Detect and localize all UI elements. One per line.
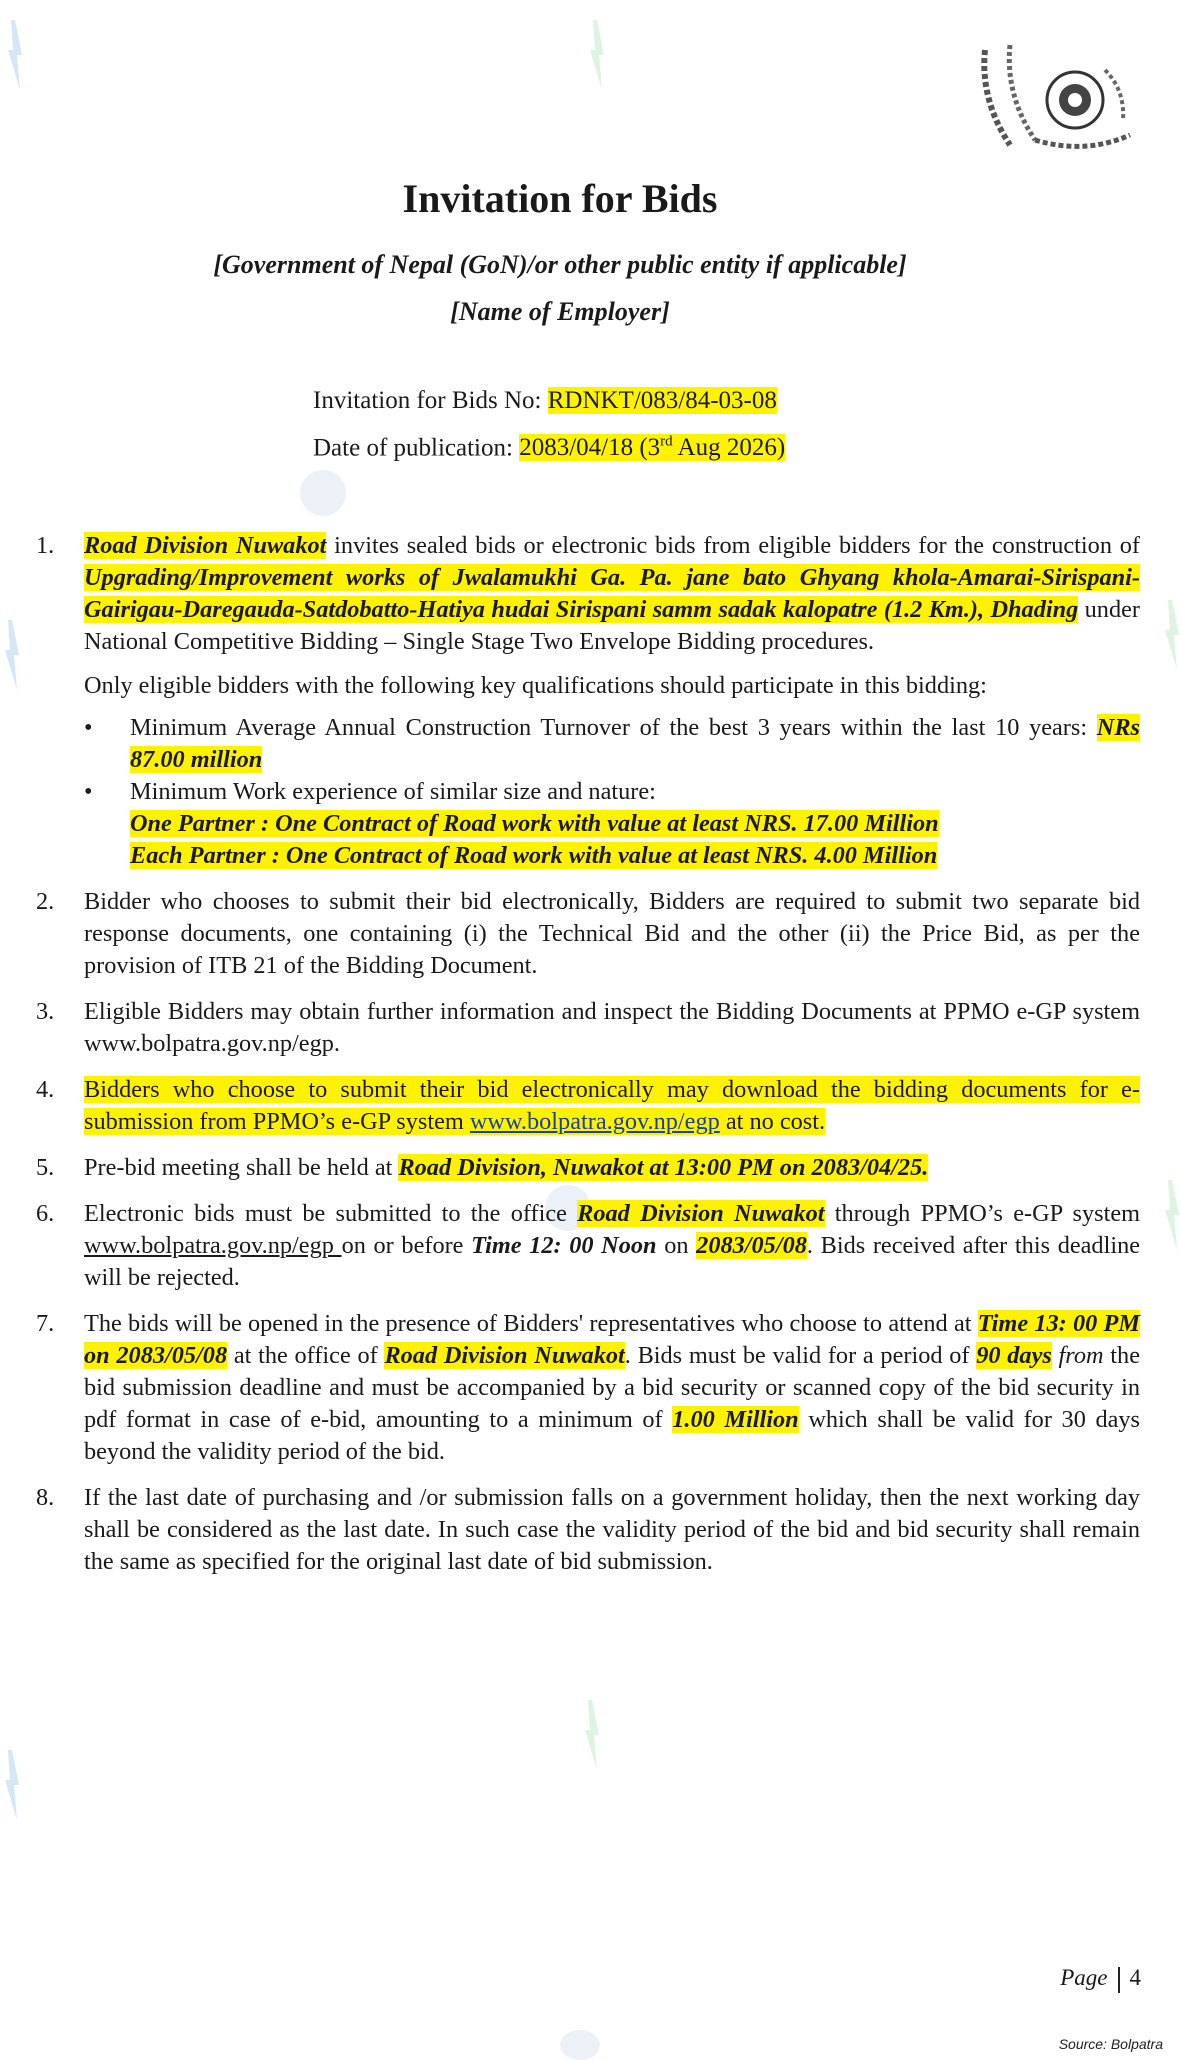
clause-number: 3. xyxy=(36,998,55,1025)
clause-number: 2. xyxy=(36,888,55,915)
bid-clauses xyxy=(32,530,1140,1592)
clause-6: 6. Electronic bids must be submitted to the office Road Division Nuwakot through PPMO’s e-GP system www.bolpatra.gov.np/egp on or before Time 12: 00 Noon on 2083/05/08. Bids received after this deadline will be rejected. xyxy=(36,1200,1141,1291)
watermark-arrow-icon xyxy=(585,1700,599,1770)
official-stamp-icon xyxy=(965,30,1140,155)
page-title: Invitation for Bids xyxy=(402,176,718,221)
clause-number: 8. xyxy=(36,1484,55,1511)
clause-4: 4. Bidders who choose to submit their bid electronically may download the bidding documents for e-submission from PPMO’s e-GP system www.bolpatra.gov.np/egp at no cost. xyxy=(36,1076,1140,1135)
bid-security-amount: 1.00 Million xyxy=(672,1406,799,1433)
clause-number: 1. xyxy=(36,532,55,559)
opening-time: Time 13: 00 PM on 2083/05/08 xyxy=(84,1310,1140,1369)
clause-text: Bidder who chooses to submit their bid electronically, Bidders are required to submit two separate bid response documents, one containing (i) the Technical Bid and the other (ii) the Price Bid, as per the provision of ITB 21 of the Bidding Document. xyxy=(84,888,1140,979)
watermark-arrow-icon xyxy=(5,620,19,690)
employer-placeholder-line2: [Name of Employer] xyxy=(450,297,670,326)
opening-office: Road Division Nuwakot xyxy=(384,1342,625,1369)
ifb-number-label: Invitation for Bids No: xyxy=(313,387,548,414)
source-caption: Source: Bolpatra xyxy=(1058,2036,1163,2052)
clause-3: 3. Eligible Bidders may obtain further information and inspect the Bidding Documents at PPMO e-GP system www.bolpatra.gov.np/egp. xyxy=(36,998,1140,1057)
egp-link[interactable]: www.bolpatra.gov.np/egp xyxy=(84,1030,334,1057)
watermark-arrow-icon xyxy=(590,20,604,90)
clause-number: 7. xyxy=(36,1310,55,1337)
ifb-number-value: RDNKT/083/84-03-08 xyxy=(547,387,777,414)
watermark-arrow-icon xyxy=(5,1750,19,1820)
clause-1: 1. Road Division Nuwakot invites sealed bids or electronic bids from eligible bidders for the construction of Upgrading/Improvement works of Jwalamukhi Ga. Pa. jane bato Ghyang khola-Amarai-Sirispani-Gairigau-Daregauda-Satdobatto-Hatiya hudai Sirispani samm sadak kalopatre (1.2 Km.), Dhading under National Competitive Bidding – Single Stage Two Envelope Bidding procedures. Only eligible bidders with the following key qualifications should participate in this bidding: • Minimum Average Annual Construction Turnover of the best 3 years within the last 10 years: NRs 87.00 million • Minimum Work experience of similar size and nature: One Partner : One Contract of Road work with value at least NRS. 17.00 Million Each Partner : One Contract of Road work with value at least NRS. 4.00 Million xyxy=(32,530,1140,872)
employer-name: Road Division Nuwakot xyxy=(84,532,327,559)
watermark-arrow-icon xyxy=(1165,600,1179,670)
clause-number: 4. xyxy=(36,1076,55,1103)
works-description: Upgrading/Improvement works of Jwalamukhi Ga. Pa. jane bato Ghyang khola-Amarai-Sirispani-Gairigau-Daregauda-Satdobatto-Hatiya hudai Sirispani samm sadak kalopatre (1.2 Km.), Dhading xyxy=(84,564,1140,623)
watermark-logo-icon xyxy=(300,470,346,516)
submission-time: Time 12: 00 Noon xyxy=(471,1232,657,1259)
list-item: • Minimum Average Annual Construction Turnover of the best 3 years within the last 10 years: NRs 87.00 million xyxy=(84,712,1140,776)
requirement-one-partner: One Partner : One Contract of Road work with value at least NRS. 17.00 Million xyxy=(130,810,939,837)
qualification-list xyxy=(84,712,1140,872)
clause-7: 7. The bids will be opened in the presence of Bidders' representatives who choose to attend at Time 13: 00 PM on 2083/05/08 at the office of Road Division Nuwakot. Bids must be valid for a period of 90 days from the bid submission deadline and must be accompanied by a bid security or scanned copy of the bid security in pdf format in case of e-bid, amounting to a minimum of 1.00 Million which shall be valid for 30 days beyond the validity period of the bid. xyxy=(36,1310,1140,1465)
submission-date: 2083/05/08 xyxy=(696,1232,807,1259)
qualification-intro: Only eligible bidders with the following key qualifications should participate in this bidding: xyxy=(84,672,987,699)
clause-number: 6. xyxy=(36,1200,55,1227)
clause-text: If the last date of purchasing and /or submission falls on a government holiday, then the next working day shall be considered as the last date. In such case the validity period of the bid and bid security shall remain the same as specified for the original last date of bid submission. xyxy=(84,1484,1140,1575)
clause-5: 5. Pre-bid meeting shall be held at Road Division, Nuwakot at 13:00 PM on 2083/04/25. xyxy=(32,1152,1140,1184)
ifb-number-line xyxy=(313,387,777,415)
requirement-each-partner: Each Partner : One Contract of Road work with value at least NRS. 4.00 Million xyxy=(130,842,938,869)
publication-date-value: 2083/04/18 (3rd Aug 2026) xyxy=(519,434,786,462)
watermark-logo-icon xyxy=(560,2030,600,2060)
egp-link[interactable]: www.bolpatra.gov.np/egp xyxy=(84,1232,342,1259)
publication-date-line xyxy=(313,434,785,462)
egp-link[interactable]: www.bolpatra.gov.np/egp xyxy=(469,1108,720,1135)
list-item: • Minimum Work experience of similar size and nature: One Partner : One Contract of Road work with value at least NRS. 17.00 Million Each Partner : One Contract of Road work with value at least NRS. 4.00 Million xyxy=(84,776,1140,872)
employer-placeholder-line1: [Government of Nepal (GoN)/or other public entity if applicable] xyxy=(213,250,907,279)
page-number: Page 4 xyxy=(1060,1965,1141,1993)
publication-date-label: Date of publication: xyxy=(313,434,520,462)
clause-2 xyxy=(32,886,1140,982)
clause-number: 5. xyxy=(36,1154,55,1181)
watermark-arrow-icon xyxy=(1165,1180,1179,1250)
clause-8 xyxy=(32,1482,1140,1578)
submission-office: Road Division Nuwakot xyxy=(577,1200,825,1227)
watermark-arrow-icon xyxy=(8,20,22,90)
turnover-value: NRs 87.00 million xyxy=(130,714,1140,773)
validity-days: 90 days xyxy=(976,1342,1052,1369)
prebid-venue: Road Division, Nuwakot at 13:00 PM on 2083/04/25. xyxy=(398,1154,929,1181)
